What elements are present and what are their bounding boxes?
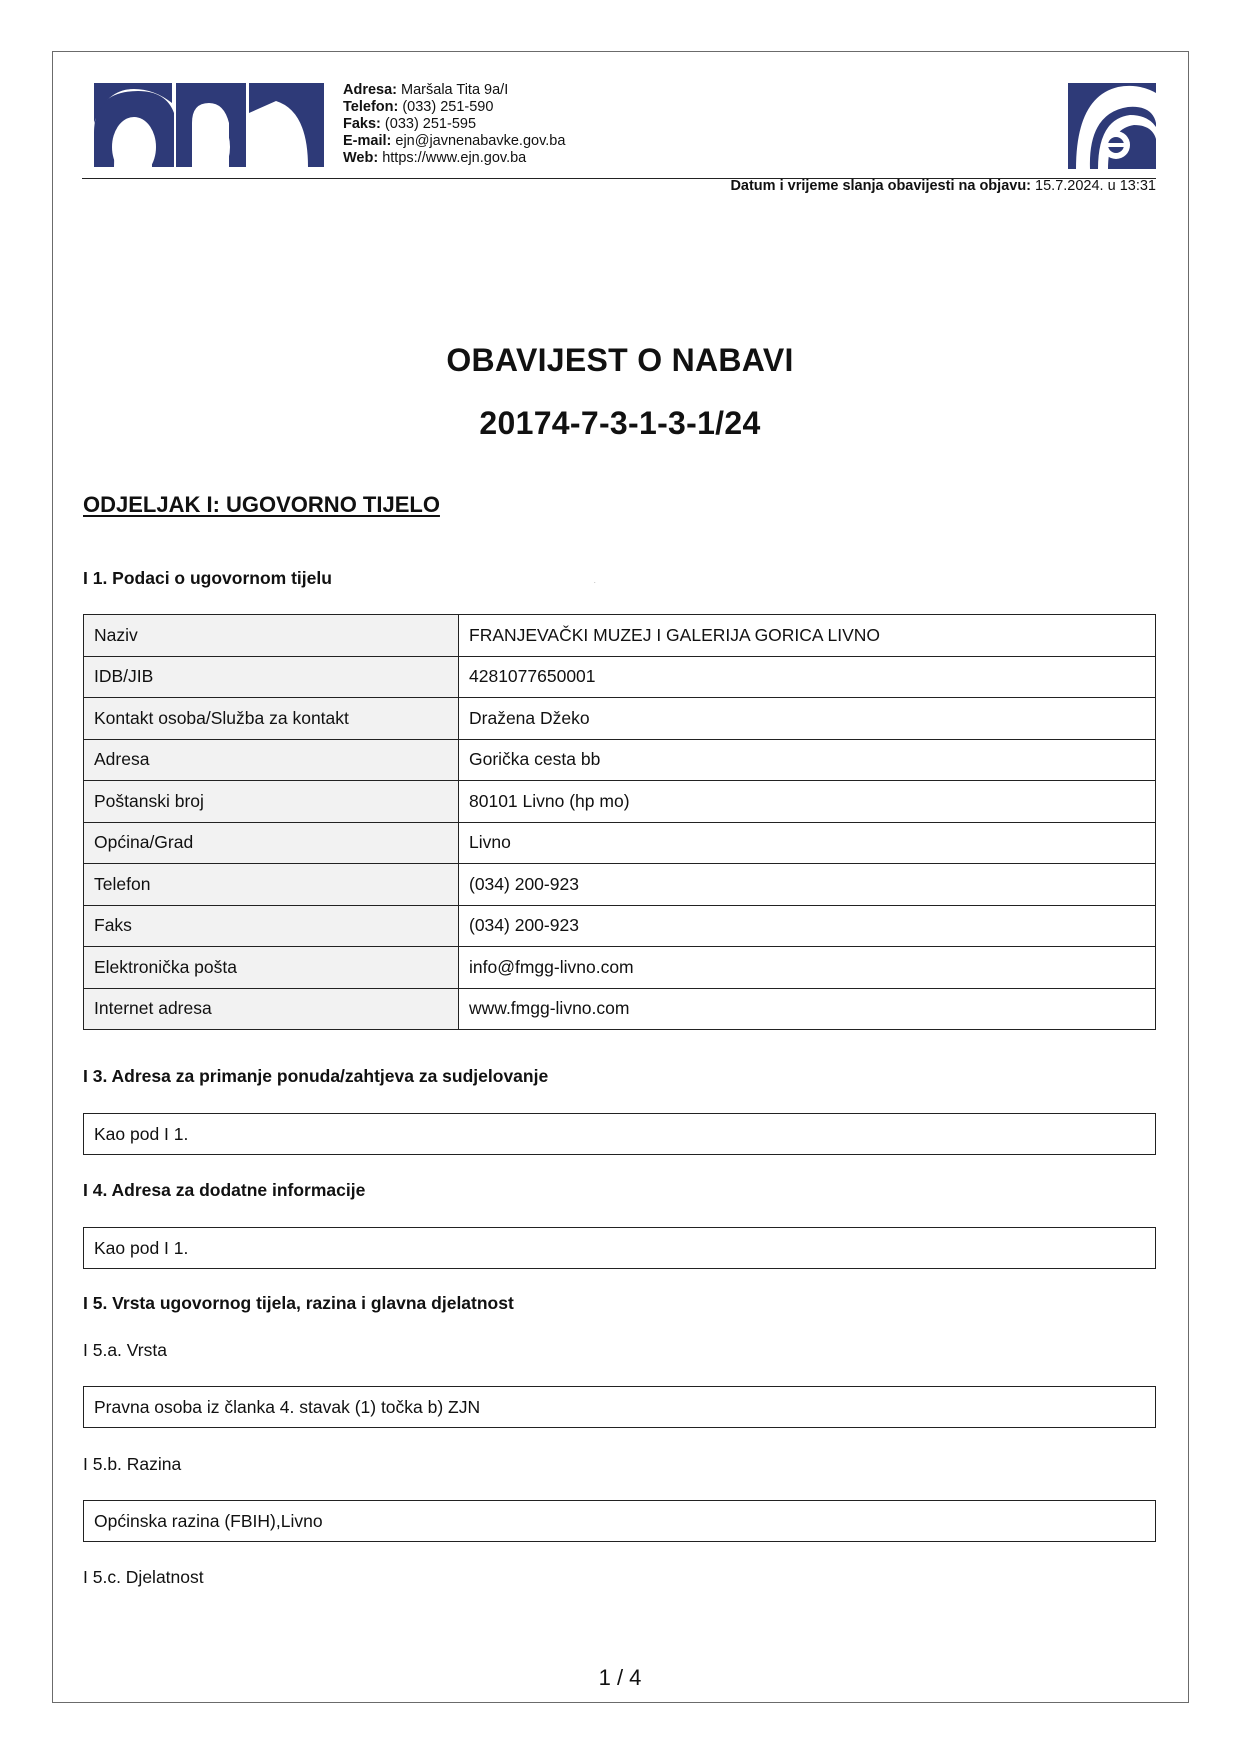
row-key: Internet adresa [84, 988, 459, 1030]
i5b-label: I 5.b. Razina [83, 1454, 182, 1474]
row-key: Poštanski broj [84, 781, 459, 823]
contact-web[interactable]: Web: https://www.ejn.gov.ba [343, 150, 527, 166]
i5b-value-box: Općinska razina (FBIH),Livno [83, 1500, 1156, 1542]
row-key: Telefon [84, 864, 459, 906]
page-number: 1 / 4 [598, 1665, 642, 1690]
row-key: Faks [84, 905, 459, 947]
i5-heading: I 5. Vrsta ugovornog tijela, razina i glavna djelatnost [83, 1293, 514, 1313]
i3-heading: I 3. Adresa za primanje ponuda/zahtjeva za sudjelovanje [83, 1066, 549, 1086]
i3-value-box: Kao pod I 1. [83, 1113, 1156, 1155]
logo-left-text: ejn [594, 583, 596, 584]
i5a-label: I 5.a. Vrsta [83, 1340, 167, 1360]
contact-fax: Faks: (033) 251-595 [343, 116, 477, 132]
table-row [84, 988, 1156, 1030]
datetime-label: Datum i vrijeme slanja obavijesti na objavu: [730, 178, 1032, 194]
row-value: Gorička cesta bb [459, 739, 1156, 781]
i5a-value-box: Pravna osoba iz članka 4. stavak (1) točka b) ZJN [83, 1386, 1156, 1428]
table-row [84, 864, 1156, 906]
contact-address: Adresa: Maršala Tita 9a/I [343, 82, 509, 98]
datetime-value: 15.7.2024. u 13:31 [1035, 178, 1156, 194]
contact-phone: Telefon: (033) 251-590 [343, 99, 494, 115]
table-row [84, 781, 1156, 823]
section-title: ODJELJAK I: UGOVORNO TIJELO [83, 492, 440, 517]
table-row [84, 698, 1156, 740]
row-value: www.fmgg-livno.com [459, 988, 1156, 1030]
i4-value-box: Kao pod I 1. [83, 1227, 1156, 1269]
contracting-body-table [83, 614, 1156, 1030]
table-row [84, 905, 1156, 947]
submission-datetime [730, 178, 1156, 195]
i4-heading: I 4. Adresa za dodatne informacije [83, 1180, 366, 1200]
table-row [84, 615, 1156, 657]
row-value: Dražena Džeko [459, 698, 1156, 740]
row-value: 4281077650001 [459, 656, 1156, 698]
ejn-emblem-logo [1068, 83, 1156, 169]
i1-heading: I 1. Podaci o ugovornom tijelu [83, 568, 332, 588]
table-row [84, 822, 1156, 864]
contact-block [343, 82, 565, 167]
row-key: Elektronička pošta [84, 947, 459, 989]
row-value: (034) 200-923 [459, 905, 1156, 947]
i5c-label: I 5.c. Djelatnost [83, 1567, 204, 1587]
row-value: info@fmgg-livno.com [459, 947, 1156, 989]
row-key: Općina/Grad [84, 822, 459, 864]
contact-email[interactable]: E-mail: ejn@javnenabavke.gov.ba [343, 133, 566, 149]
row-key: Adresa [84, 739, 459, 781]
row-value: 80101 Livno (hp mo) [459, 781, 1156, 823]
row-value: (034) 200-923 [459, 864, 1156, 906]
table-row [84, 739, 1156, 781]
table-row [84, 947, 1156, 989]
document-number: 20174-7-3-1-3-1/24 [479, 405, 761, 441]
table-row [84, 656, 1156, 698]
row-value: Livno [459, 822, 1156, 864]
row-key: Naziv [84, 615, 459, 657]
document-title: OBAVIJEST O NABAVI [446, 342, 794, 378]
row-key: IDB/JIB [84, 656, 459, 698]
row-key: Kontakt osoba/Služba za kontakt [84, 698, 459, 740]
row-value: FRANJEVAČKI MUZEJ I GALERIJA GORICA LIVNO [459, 615, 1156, 657]
